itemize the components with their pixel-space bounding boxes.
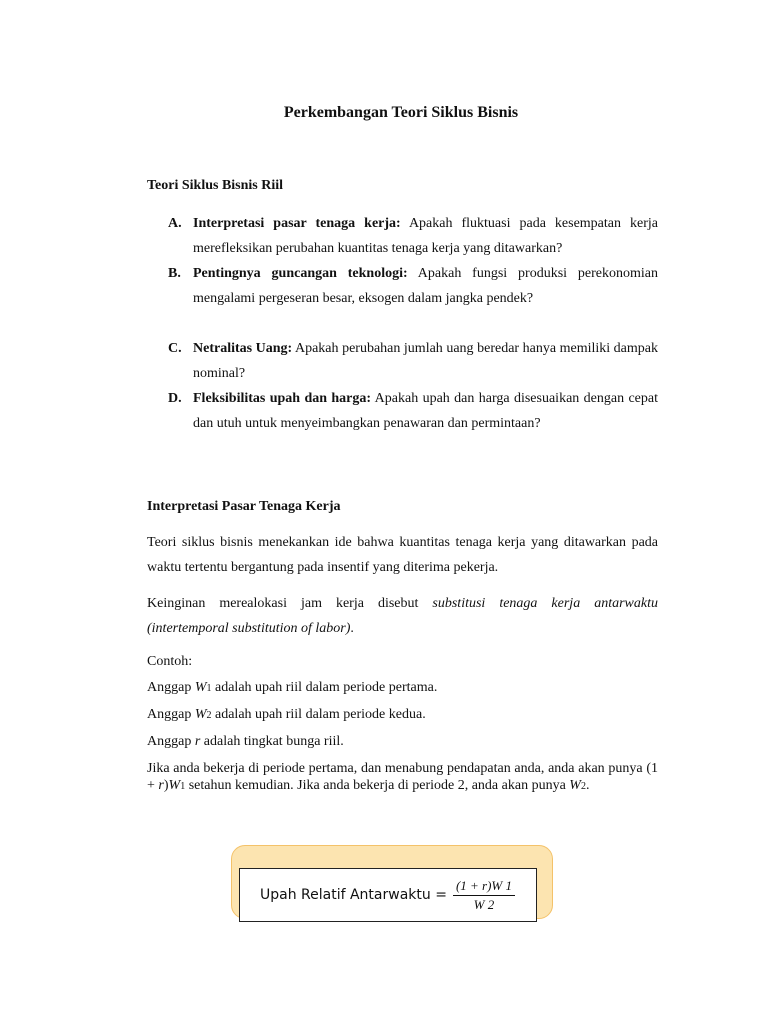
formula-denominator: W 2 (473, 896, 495, 912)
formula-fraction (453, 878, 515, 913)
list-term: Pentingnya guncangan teknologi: (193, 266, 408, 281)
list-marker: D. (168, 391, 182, 406)
example-text: Anggap (147, 680, 195, 695)
para-italic-term: substitusi tenaga kerja antarwaktu (intertemporal substitution of labor) (147, 596, 658, 636)
example-text: adalah upah riil dalam periode pertama. (211, 680, 438, 695)
para-text: setahun kemudian. Jika anda bekerja di periode 2, anda akan punya (185, 778, 570, 793)
section-heading-riil: Teori Siklus Bisnis Riil (147, 178, 284, 193)
var-w: W (194, 707, 207, 722)
example-text: adalah tingkat bunga riil. (200, 734, 344, 749)
var-r: r (194, 734, 201, 749)
list-text: Apakah perubahan jumlah uang beredar hanya memiliki dampak nominal? (193, 341, 659, 381)
example-w2 (147, 707, 658, 723)
var-r: r (158, 778, 164, 793)
list-item (168, 211, 658, 261)
paragraph-saving (147, 760, 658, 795)
para-text: . (585, 778, 590, 793)
var-w: W (168, 778, 181, 793)
example-text: Anggap (147, 707, 195, 722)
list-term: Interpretasi pasar tenaga kerja: (193, 216, 401, 231)
list-marker: B. (168, 266, 181, 281)
example-text: Anggap (147, 734, 195, 749)
para-text: Jika anda bekerja di periode pertama, dan menabung pendapatan anda, anda akan punya (1 + (147, 761, 658, 793)
var-subscript: 1 (206, 683, 212, 694)
list-item (168, 336, 658, 386)
formula-box (239, 868, 537, 922)
list-text: Apakah fluktuasi pada kesempatan kerja merefleksikan perubahan kuantitas tenaga kerja yang ditawarkan? (193, 216, 658, 256)
list-item (168, 261, 658, 336)
example-r (147, 734, 658, 750)
list-term: Netralitas Uang: (193, 341, 293, 356)
para-text: . (350, 621, 354, 636)
paragraph-substitution (147, 591, 658, 641)
var-subscript: 2 (206, 710, 212, 721)
var-w: W (194, 680, 207, 695)
example-label: Contoh: (147, 654, 193, 669)
var-w: W (569, 778, 581, 793)
list-item (168, 386, 658, 461)
list-term: Fleksibilitas upah dan harga: (193, 391, 372, 406)
list-marker: A. (168, 216, 182, 231)
list-text: Apakah upah dan harga disesuaikan dengan cepat dan utuh untuk menyeimbangkan penawaran dan permintaan? (193, 391, 658, 431)
page-title: Perkembangan Teori Siklus Bisnis (283, 104, 519, 121)
list-text: Apakah fungsi produksi perekonomian mengalami pergeseran besar, eksogen dalam jangka pendek? (193, 266, 659, 306)
list-marker: C. (168, 341, 182, 356)
section-heading-labor: Interpretasi Pasar Tenaga Kerja (147, 499, 341, 514)
var-subscript: 1 (180, 781, 186, 792)
paragraph-intro: Teori siklus bisnis menekankan ide bahwa kuantitas tenaga kerja yang ditawarkan pada waktu tertentu bergantung pada insentif yang diterima pekerja. (147, 535, 658, 575)
formula-numerator: (1 + r)W 1 (453, 878, 515, 896)
para-text: ) (163, 778, 169, 793)
example-w1 (147, 680, 658, 696)
example-text: adalah upah riil dalam periode kedua. (211, 707, 426, 722)
theory-list (168, 211, 658, 461)
para-text: Keinginan merealokasi jam kerja disebut (147, 596, 433, 611)
var-subscript: 2 (580, 781, 586, 792)
formula-label: Upah Relatif Antarwaktu = (260, 887, 447, 903)
